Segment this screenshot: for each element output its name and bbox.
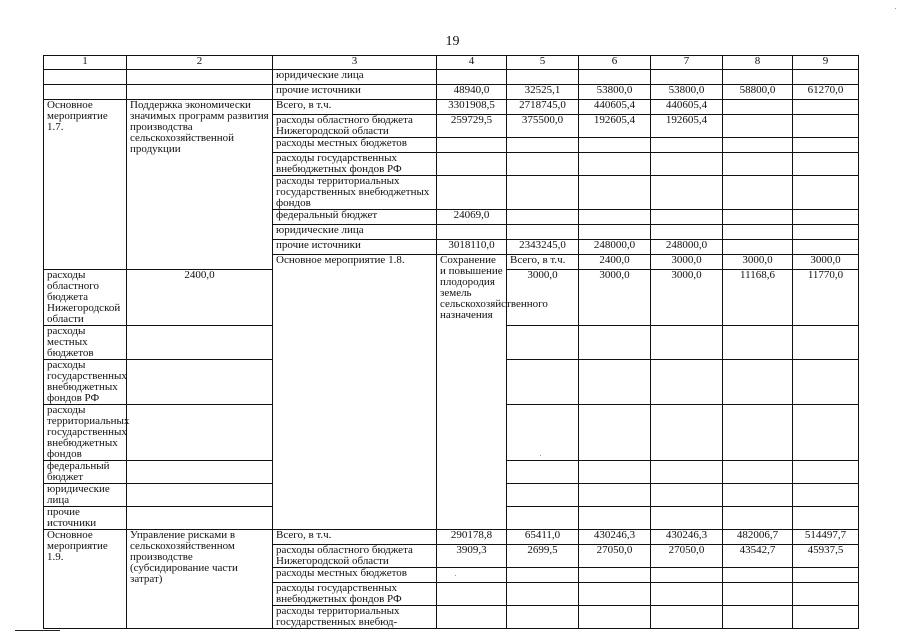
- value-cell: [723, 360, 793, 405]
- value-cell: [723, 176, 793, 210]
- value-cell: [651, 153, 723, 176]
- value-cell: [651, 225, 723, 240]
- value-cell: 3000,0: [651, 270, 723, 326]
- value-cell: 27050,0: [651, 545, 723, 568]
- value-cell: [651, 606, 723, 629]
- value-cell: [579, 405, 651, 461]
- table-row: [44, 530, 859, 545]
- funding-source-cell: Всего, в т.ч.: [273, 100, 437, 115]
- value-cell: [793, 176, 859, 210]
- value-cell: 2400,0: [127, 270, 273, 326]
- value-cell: 192605,4: [651, 115, 723, 138]
- value-cell: [723, 138, 793, 153]
- value-cell: [437, 583, 507, 606]
- value-cell: [793, 115, 859, 138]
- value-cell: 45937,5: [793, 545, 859, 568]
- value-cell: 3000,0: [507, 270, 579, 326]
- value-cell: [723, 484, 793, 507]
- column-header: 9: [793, 56, 859, 70]
- column-header: 2: [127, 56, 273, 70]
- column-header: 4: [437, 56, 507, 70]
- value-cell: [651, 484, 723, 507]
- value-cell: [579, 70, 651, 85]
- value-cell: [507, 210, 579, 225]
- column-header: 6: [579, 56, 651, 70]
- value-cell: [793, 405, 859, 461]
- funding-source-cell: Всего, в т.ч.: [507, 255, 579, 270]
- value-cell: [579, 210, 651, 225]
- value-cell: [793, 484, 859, 507]
- value-cell: [437, 568, 507, 583]
- funding-source-cell: расходы территориальных государственных внебюд-: [273, 606, 437, 629]
- value-cell: [723, 70, 793, 85]
- value-cell: [507, 360, 579, 405]
- value-cell: [723, 100, 793, 115]
- table-row: [44, 70, 859, 85]
- funding-source-cell: прочие источники: [273, 85, 437, 100]
- value-cell: [723, 568, 793, 583]
- value-cell: [723, 240, 793, 255]
- value-cell: 3909,3: [437, 545, 507, 568]
- value-cell: 3000,0: [723, 255, 793, 270]
- value-cell: [793, 138, 859, 153]
- value-cell: 248000,0: [579, 240, 651, 255]
- funding-source-cell: прочие источники: [44, 507, 127, 530]
- value-cell: [651, 507, 723, 530]
- value-cell: [579, 507, 651, 530]
- value-cell: 3000,0: [793, 255, 859, 270]
- value-cell: [651, 568, 723, 583]
- activity-title-cell: Сохранение и повышение плодородия земель сельскохозяйственного назначения: [437, 255, 507, 530]
- column-header: 7: [651, 56, 723, 70]
- activity-code-cell: [44, 85, 127, 100]
- value-cell: [437, 176, 507, 210]
- value-cell: 3000,0: [651, 255, 723, 270]
- value-cell: [651, 176, 723, 210]
- value-cell: [127, 360, 273, 405]
- value-cell: [579, 326, 651, 360]
- value-cell: 3018110,0: [437, 240, 507, 255]
- value-cell: [651, 583, 723, 606]
- value-cell: 2718745,0: [507, 100, 579, 115]
- activity-title-cell: Поддержка экономически значимых программ развития производства сельскохозяйственной продукции: [127, 100, 273, 270]
- value-cell: [793, 360, 859, 405]
- column-header: 3: [273, 56, 437, 70]
- value-cell: [579, 461, 651, 484]
- value-cell: [579, 153, 651, 176]
- value-cell: [793, 153, 859, 176]
- value-cell: [127, 507, 273, 530]
- funding-table: [43, 55, 859, 629]
- funding-source-cell: расходы местных бюджетов: [273, 568, 437, 583]
- value-cell: [507, 70, 579, 85]
- activity-title-cell: Управление рисками в сельскохозяйственном производстве (субсидирование части затрат): [127, 530, 273, 629]
- funding-source-cell: юридические лица: [44, 484, 127, 507]
- value-cell: [723, 153, 793, 176]
- value-cell: [723, 115, 793, 138]
- value-cell: [723, 583, 793, 606]
- value-cell: 32525,1: [507, 85, 579, 100]
- value-cell: 58800,0: [723, 85, 793, 100]
- value-cell: 482006,7: [723, 530, 793, 545]
- value-cell: [723, 225, 793, 240]
- funding-source-cell: расходы государственных внебюджетных фондов РФ: [273, 153, 437, 176]
- value-cell: 192605,4: [579, 115, 651, 138]
- funding-source-cell: расходы территориальных государственных внебюджетных фондов: [44, 405, 127, 461]
- value-cell: [579, 360, 651, 405]
- activity-title-cell: [127, 70, 273, 85]
- value-cell: [793, 461, 859, 484]
- funding-source-cell: расходы территориальных государственных внебюджетных фондов: [273, 176, 437, 210]
- value-cell: 430246,3: [651, 530, 723, 545]
- value-cell: [437, 606, 507, 629]
- value-cell: 3000,0: [579, 270, 651, 326]
- value-cell: [579, 225, 651, 240]
- value-cell: [651, 138, 723, 153]
- value-cell: [651, 461, 723, 484]
- value-cell: 440605,4: [651, 100, 723, 115]
- value-cell: 65411,0: [507, 530, 579, 545]
- funding-source-cell: расходы государственных внебюджетных фондов РФ: [44, 360, 127, 405]
- activity-code-cell: Основное мероприятие 1.8.: [273, 255, 437, 530]
- value-cell: [651, 360, 723, 405]
- value-cell: [723, 461, 793, 484]
- value-cell: [579, 606, 651, 629]
- value-cell: 61270,0: [793, 85, 859, 100]
- value-cell: [507, 138, 579, 153]
- funding-source-cell: юридические лица: [273, 70, 437, 85]
- value-cell: 514497,7: [793, 530, 859, 545]
- value-cell: 290178,8: [437, 530, 507, 545]
- value-cell: [127, 405, 273, 461]
- value-cell: [651, 210, 723, 225]
- value-cell: 2343245,0: [507, 240, 579, 255]
- value-cell: [507, 583, 579, 606]
- table-row: [44, 85, 859, 100]
- value-cell: [437, 70, 507, 85]
- activity-code-cell: Основное мероприятие 1.7.: [44, 100, 127, 270]
- funding-source-cell: федеральный бюджет: [44, 461, 127, 484]
- value-cell: 2699,5: [507, 545, 579, 568]
- value-cell: 259729,5: [437, 115, 507, 138]
- value-cell: 53800,0: [579, 85, 651, 100]
- value-cell: 2400,0: [579, 255, 651, 270]
- value-cell: [723, 507, 793, 530]
- funding-source-cell: расходы местных бюджетов: [273, 138, 437, 153]
- funding-source-cell: расходы областного бюджета Нижегородской области: [44, 270, 127, 326]
- value-cell: [793, 326, 859, 360]
- value-cell: [507, 484, 579, 507]
- value-cell: [507, 326, 579, 360]
- value-cell: [507, 507, 579, 530]
- value-cell: [127, 484, 273, 507]
- funding-source-cell: расходы областного бюджета Нижегородской области: [273, 545, 437, 568]
- value-cell: [793, 583, 859, 606]
- value-cell: 248000,0: [651, 240, 723, 255]
- table-row: [44, 100, 859, 115]
- column-header: 5: [507, 56, 579, 70]
- funding-source-cell: юридические лица: [273, 225, 437, 240]
- value-cell: [651, 326, 723, 360]
- activity-title-cell: [127, 85, 273, 100]
- value-cell: 375500,0: [507, 115, 579, 138]
- value-cell: 11168,6: [723, 270, 793, 326]
- value-cell: [793, 507, 859, 530]
- value-cell: 3301908,5: [437, 100, 507, 115]
- activity-code-cell: [44, 70, 127, 85]
- value-cell: 24069,0: [437, 210, 507, 225]
- funding-source-cell: федеральный бюджет: [273, 210, 437, 225]
- funding-source-cell: расходы местных бюджетов: [44, 326, 127, 360]
- value-cell: [507, 225, 579, 240]
- value-cell: [579, 138, 651, 153]
- value-cell: [507, 405, 579, 461]
- value-cell: 43542,7: [723, 545, 793, 568]
- value-cell: [437, 153, 507, 176]
- column-header: 8: [723, 56, 793, 70]
- value-cell: [579, 484, 651, 507]
- value-cell: [793, 70, 859, 85]
- value-cell: [127, 461, 273, 484]
- value-cell: [437, 225, 507, 240]
- value-cell: [579, 583, 651, 606]
- funding-source-cell: расходы областного бюджета Нижегородской области: [273, 115, 437, 138]
- activity-code-cell: Основное мероприятие 1.9.: [44, 530, 127, 629]
- value-cell: [723, 405, 793, 461]
- value-cell: 48940,0: [437, 85, 507, 100]
- value-cell: [507, 153, 579, 176]
- funding-source-cell: Всего, в т.ч.: [273, 530, 437, 545]
- funding-source-cell: прочие источники: [273, 240, 437, 255]
- value-cell: [723, 210, 793, 225]
- value-cell: [127, 326, 273, 360]
- value-cell: 430246,3: [579, 530, 651, 545]
- header-row: [44, 56, 859, 70]
- value-cell: [651, 70, 723, 85]
- value-cell: [507, 568, 579, 583]
- page-number: 19: [445, 34, 460, 49]
- value-cell: 440605,4: [579, 100, 651, 115]
- value-cell: [723, 326, 793, 360]
- column-header: 1: [44, 56, 127, 70]
- value-cell: 27050,0: [579, 545, 651, 568]
- value-cell: [579, 176, 651, 210]
- value-cell: [793, 568, 859, 583]
- value-cell: 11770,0: [793, 270, 859, 326]
- value-cell: [793, 225, 859, 240]
- value-cell: 53800,0: [651, 85, 723, 100]
- value-cell: [507, 606, 579, 629]
- value-cell: [793, 240, 859, 255]
- value-cell: [437, 138, 507, 153]
- value-cell: [507, 461, 579, 484]
- value-cell: [793, 210, 859, 225]
- value-cell: [507, 176, 579, 210]
- value-cell: [793, 100, 859, 115]
- funding-source-cell: расходы государственных внебюджетных фондов РФ: [273, 583, 437, 606]
- value-cell: [723, 606, 793, 629]
- value-cell: [579, 568, 651, 583]
- value-cell: [651, 405, 723, 461]
- value-cell: [793, 606, 859, 629]
